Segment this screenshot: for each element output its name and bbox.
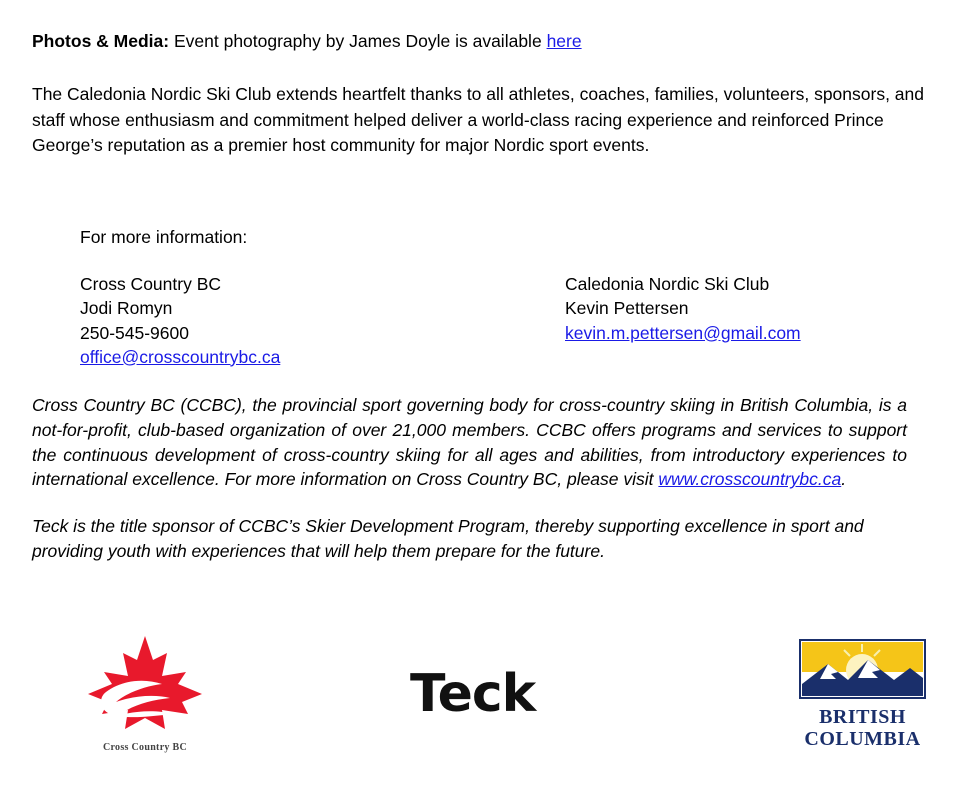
contact-email-link[interactable]: office@crosscountrybc.ca [80, 346, 281, 367]
ccbc-boilerplate-text: Cross Country BC (CCBC), the provincial sport governing body for cross-country skiing in British Columbia, is a not-for-profit, club-based organization of over 21,000 members. CCBC offers programs and services to support the continuous development of cross-country skiing for all ages and abilities, from introductory experiences to international excellence. For more information on Cross Country BC, please visit [32, 394, 907, 490]
photos-media-label: Photos & Media: [32, 31, 170, 51]
contact-cross-country-bc [80, 272, 565, 369]
contacts-block [80, 272, 928, 369]
teck-logo [410, 664, 560, 728]
teck-sponsor-paragraph: Teck is the title sponsor of CCBC’s Skier Development Program, thereby supporting excellence in sport and providing youth with experiences that will help them prepare for the future. [32, 516, 864, 562]
teck-wordmark: Teck [410, 664, 536, 724]
contact-name: Jodi Romyn [80, 298, 173, 319]
more-information-heading: For more information: [80, 227, 248, 248]
contact-phone: 250-545-9600 [80, 322, 189, 343]
photos-media-line [32, 30, 928, 54]
bc-wordmark-line2: COLUMBIA [804, 728, 921, 751]
photography-here-link[interactable]: here [546, 31, 582, 51]
photos-media-text: Event photography by James Doyle is available [173, 31, 542, 51]
bc-wordmark-line1: BRITISH [819, 706, 906, 728]
crosscountrybc-website-link[interactable]: www.crosscountrybc.ca [658, 469, 842, 490]
maple-leaf-icon [70, 630, 220, 735]
thanks-paragraph: The Caledonia Nordic Ski Club extends heartfelt thanks to all athletes, coaches, families, volunteers, sponsors, and staff whose enthusiasm and commitment helped deliver a world-class racing experience and reinforced Prince George’s reputation as a premier host community for major Nordic sport events. [32, 83, 925, 156]
contact-name: Kevin Pettersen [565, 298, 689, 319]
contact-email-link[interactable]: kevin.m.pettersen@gmail.com [565, 322, 801, 343]
bc-crest-icon [790, 638, 935, 700]
logo-row [0, 620, 960, 770]
ccbc-boilerplate-tail: . [841, 469, 847, 490]
cross-country-bc-logo [70, 630, 220, 755]
contact-caledonia-nordic-ski-club [565, 272, 801, 369]
contact-org: Caledonia Nordic Ski Club [565, 274, 770, 295]
ccbc-boilerplate-paragraph [32, 393, 907, 492]
cross-country-bc-caption: Cross Country BC [102, 742, 188, 753]
british-columbia-logo [790, 638, 935, 751]
contact-org: Cross Country BC [80, 274, 222, 295]
